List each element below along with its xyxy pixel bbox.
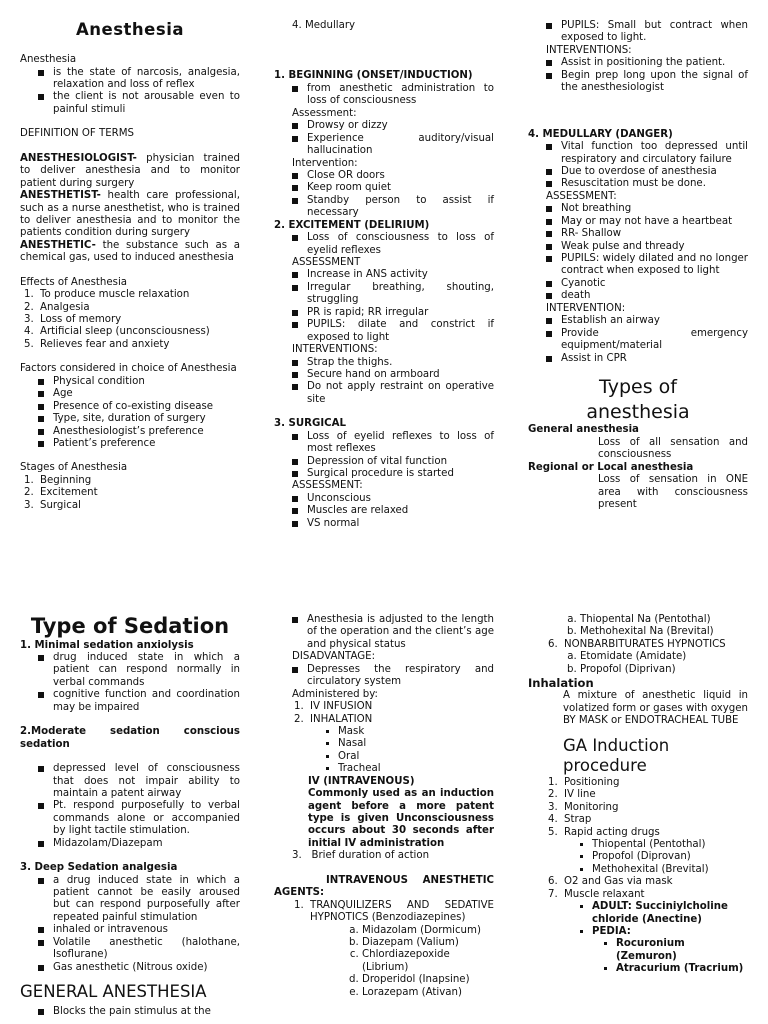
list-item: Tracheal xyxy=(326,763,494,775)
inhalation-route: BY MASK or ENDOTRACHEAL TUBE xyxy=(563,715,739,727)
agents-heading: INTRAVENOUS ANESTHETIC AGENTS: xyxy=(274,874,494,899)
def-anesthetist: ANESTHETIST- health care professional, such as a nurse anesthetist, who is trained to deliver anesthesia and to monitor the patients condition during surgery xyxy=(20,190,240,239)
types-title: Types of anesthesia xyxy=(586,375,690,423)
column-3 xyxy=(528,20,748,511)
list-item: Type, site, duration of surgery xyxy=(38,413,240,425)
list-item: Physical condition xyxy=(38,376,240,388)
intervention-label: Intervention: xyxy=(292,157,358,169)
assessment-label: ASSESSMENT: xyxy=(546,190,617,202)
assessment-list xyxy=(274,493,494,530)
list-item: c. Chlordiazepoxide (Librium) xyxy=(362,949,494,974)
list-item: Vital function too depressed until respiratory and circulatory failure xyxy=(546,141,748,166)
deep-list xyxy=(20,875,240,975)
deep-heading: 3. Deep Sedation analgesia xyxy=(20,862,178,874)
list-item: Gas anesthetic (Nitrous oxide) xyxy=(38,962,240,974)
list-item: PUPILS: dilate and constrict if exposed to light xyxy=(292,319,494,344)
list-item: Drowsy or dizzy xyxy=(292,120,494,132)
effects-heading: Effects of Anesthesia xyxy=(20,276,128,288)
list-item: PUPILS: widely dilated and no longer contract when exposed to light xyxy=(546,253,748,278)
list-item: 7. Muscle relaxant xyxy=(561,889,748,901)
list-item: 1. TRANQUILIZERS AND SEDATIVE HYPNOTICS (Benzodiazepines) xyxy=(307,900,494,925)
assessment-label: ASSESSMENT: xyxy=(292,480,363,492)
pedia-list xyxy=(528,938,748,975)
list-item: Patient’s preference xyxy=(38,438,240,450)
list-item: VS normal xyxy=(292,518,494,530)
assessment-label: Assessment: xyxy=(292,107,357,119)
list-item: 1. Beginning xyxy=(37,475,240,487)
list-item: d. Droperidol (Inapsine) xyxy=(362,974,494,986)
iv-heading: IV (INTRAVENOUS) xyxy=(308,775,415,787)
list-item: Unconscious xyxy=(292,493,494,505)
list-item: 2. INHALATION xyxy=(307,714,494,726)
list-item: a. Etomidate (Amidate) xyxy=(580,651,748,663)
list-item: inhaled or intravenous xyxy=(38,924,240,936)
list-item: PUPILS: Small but contract when exposed to light. xyxy=(546,20,748,45)
list-item: 5. Rapid acting drugs xyxy=(561,827,748,839)
intervention-label: INTERVENTION: xyxy=(546,302,626,314)
moderate-heading: 2.Moderate sedation conscious sedation xyxy=(20,726,240,750)
administered-label: Administered by: xyxy=(292,688,378,700)
inhalation-text: A mixture of anesthetic liquid in volatized form or gases with oxygen xyxy=(563,690,748,714)
intervention-list xyxy=(528,315,748,365)
stages-heading: Stages of Anesthesia xyxy=(20,462,128,474)
list-item: Loss of eyelid reflexes to loss of most reflexes xyxy=(292,431,494,456)
list-item: 1. Positioning xyxy=(561,777,748,789)
list-item: drug induced state in which a patient can respond normally in verbal commands xyxy=(38,652,240,689)
list-item: Provide emergency equipment/material xyxy=(546,328,748,353)
list-item: 1. To produce muscle relaxation xyxy=(37,289,240,301)
list-item: b. Methohexital Na (Brevital) xyxy=(580,626,748,638)
list-item: Blocks the pain stimulus at the xyxy=(38,1006,240,1018)
list-item: Depresses the respiratory and circulatory system xyxy=(292,664,494,689)
ga-list xyxy=(20,1006,240,1018)
list-item: a. Thiopental Na (Pentothal) xyxy=(580,614,748,626)
regional-anesthesia-label: Regional or Local anesthesia xyxy=(528,461,694,473)
sedation-title: Type of Sedation xyxy=(30,614,230,638)
column-6 xyxy=(528,614,748,976)
list-item: Standby person to assist if necessary xyxy=(292,195,494,220)
list-item: 6. O2 and Gas via mask xyxy=(561,876,748,888)
benzodiazepine-list xyxy=(274,925,494,1000)
list-item: Loss of consciousness to loss of eyelid reflexes xyxy=(292,232,494,257)
assessment-label: ASSESSMENT xyxy=(292,257,361,268)
list-item: 4. Strap xyxy=(561,814,748,826)
general-anesthesia-label: General anesthesia xyxy=(528,424,639,436)
list-item: 3. Surgical xyxy=(37,500,240,512)
assessment-list xyxy=(528,203,748,303)
pupils-list xyxy=(528,20,748,45)
disadvantage-label: DISADVANTAGE: xyxy=(292,651,376,663)
list-item: Increase in ANS activity xyxy=(292,269,494,281)
list-item: Mask xyxy=(326,726,494,738)
list-item: is the state of narcosis, analgesia, relaxation and loss of reflex xyxy=(38,67,240,92)
beginning-list xyxy=(274,83,494,108)
beginning-heading: 1. BEGINNING (ONSET/INDUCTION) xyxy=(274,70,473,82)
list-item: 5. Relieves fear and anxiety xyxy=(37,339,240,351)
assessment-list xyxy=(274,120,494,157)
disadvantage-list xyxy=(274,664,494,689)
list-item: Weak pulse and thready xyxy=(546,241,748,253)
nonbarbiturate-heading xyxy=(528,639,748,651)
brief-duration: 3. Brief duration of action xyxy=(292,850,430,862)
medullary-list xyxy=(528,141,748,191)
list-item: Pt. respond purposefully to verbal commands alone or accompanied by light tactile stimulation. xyxy=(38,800,240,837)
def-anesthetic: ANESTHETIC- the substance such as a chemical gas, used to induced anesthesia xyxy=(20,239,240,264)
ga-induction-title: GA Induction procedure xyxy=(563,735,670,776)
list-item: Atracurium (Tracrium) xyxy=(604,963,748,975)
list-item: Thiopental (Pentothal) xyxy=(580,839,748,851)
list-item: ADULT: Succiniylcholine chloride (Anectine) xyxy=(580,901,748,926)
list-item: 2. Excitement xyxy=(37,487,240,499)
list-item: Muscles are relaxed xyxy=(292,505,494,517)
barbiturate-list xyxy=(528,614,748,639)
list-item: Nasal xyxy=(326,738,494,750)
list-item: Begin prep long upon the signal of the anesthesiologist xyxy=(546,70,748,95)
list-item: Irregular breathing, shouting, struggling xyxy=(292,282,494,307)
list-item: PR is rapid; RR irregular xyxy=(292,307,494,319)
assessment-list xyxy=(274,269,494,344)
list-item: 1. IV INFUSION xyxy=(307,701,494,713)
list-item: Rocuronium (Zemuron) xyxy=(604,938,748,963)
adjust-list xyxy=(274,614,494,651)
list-item: Propofol (Diprovan) xyxy=(580,851,748,863)
list-item: Age xyxy=(38,388,240,400)
list-item: the client is not arousable even to painful stimuli xyxy=(38,91,240,116)
list-item: RR- Shallow xyxy=(546,228,748,240)
anesthesia-list xyxy=(20,67,240,117)
factors-list xyxy=(20,376,240,451)
def-anesthesiologist: ANESTHESIOLOGIST- physician trained to deliver anesthesia and to monitor patient during surgery xyxy=(20,152,240,189)
list-item: Anesthesia is adjusted to the length of the operation and the client’s age and physical status xyxy=(292,614,494,651)
interventions-label: INTERVENTIONS: xyxy=(292,344,378,356)
general-anesthesia-text: Loss of all sensation and consciousness xyxy=(598,436,748,461)
list-item: Experience auditory/visual hallucination xyxy=(292,133,494,158)
definition-heading: DEFINITION OF TERMS xyxy=(20,128,134,140)
medullary-item: 4. Medullary xyxy=(292,20,356,31)
general-anesthesia-title: GENERAL ANESTHESIA xyxy=(20,982,207,1002)
list-item: 3. Loss of memory xyxy=(37,314,240,326)
list-item: a drug induced state in which a patient cannot be easily aroused but can respond purposefully after repeated painful stimulation xyxy=(38,875,240,925)
list-item: death xyxy=(546,290,748,302)
induction-steps xyxy=(528,777,748,839)
surgical-list xyxy=(274,431,494,481)
interventions-label: INTERVENTIONS: xyxy=(546,44,632,56)
list-item: cognitive function and coordination may be impaired xyxy=(38,689,240,714)
list-item: Anesthesiologist’s preference xyxy=(38,426,240,438)
column-1 xyxy=(20,20,240,512)
list-item: PEDIA: xyxy=(580,926,748,938)
list-item: Cyanotic xyxy=(546,278,748,290)
list-item: Close OR doors xyxy=(292,170,494,182)
excitement-list xyxy=(274,232,494,257)
list-item: a. Midazolam (Dormicum) xyxy=(362,925,494,937)
moderate-list xyxy=(20,763,240,850)
rapid-drugs-list xyxy=(528,839,748,876)
list-item: Establish an airway xyxy=(546,315,748,327)
inhalation-heading: Inhalation xyxy=(528,676,594,691)
list-item: Oral xyxy=(326,751,494,763)
list-item: 3. Monitoring xyxy=(561,802,748,814)
list-item: Presence of co-existing disease xyxy=(38,401,240,413)
agents-list xyxy=(274,900,494,925)
list-item: Secure hand on armboard xyxy=(292,369,494,381)
list-item: Surgical procedure is started xyxy=(292,468,494,480)
list-item: Strap the thighs. xyxy=(292,357,494,369)
list-item: 2. IV line xyxy=(561,789,748,801)
excitement-heading: 2. EXCITEMENT (DELIRIUM) xyxy=(274,219,430,231)
interventions-list xyxy=(274,357,494,407)
list-item: from anesthetic administration to loss of consciousness xyxy=(292,83,494,108)
stages-list xyxy=(20,475,240,512)
list-item: b. Diazepam (Valium) xyxy=(362,937,494,949)
list-item: Depression of vital function xyxy=(292,456,494,468)
page-title: Anesthesia xyxy=(76,20,184,39)
regional-anesthesia-text: Loss of sensation in ONE area with consciousness present xyxy=(598,474,748,510)
column-2 xyxy=(274,20,494,530)
list-item: 6. NONBARBITURATES HYPNOTICS xyxy=(561,639,748,651)
intervention-list xyxy=(274,170,494,220)
list-item: Do not apply restraint on operative site xyxy=(292,381,494,406)
list-item: Due to overdose of anesthesia xyxy=(546,166,748,178)
interventions-list xyxy=(528,57,748,94)
effects-list xyxy=(20,289,240,351)
column-5 xyxy=(274,614,494,999)
list-item: Assist in CPR xyxy=(546,353,748,365)
list-item: Volatile anesthetic (halothane, Isoflurane) xyxy=(38,937,240,962)
list-item: Keep room quiet xyxy=(292,182,494,194)
induction-steps-cont xyxy=(528,876,748,901)
list-item: b. Propofol (Diprivan) xyxy=(580,664,748,676)
surgical-heading: 3. SURGICAL xyxy=(274,418,346,430)
anesthesia-label: Anesthesia xyxy=(20,54,77,66)
list-item: depressed level of consciousness that does not impair ability to maintain a patent airway xyxy=(38,763,240,800)
list-item: May or may not have a heartbeat xyxy=(546,216,748,228)
inhalation-list xyxy=(274,726,494,776)
administered-list xyxy=(274,701,494,726)
list-item: 2. Analgesia xyxy=(37,302,240,314)
list-item: Resuscitation must be done. xyxy=(546,178,748,190)
list-item: e. Lorazepam (Ativan) xyxy=(362,987,494,999)
list-item: Assist in positioning the patient. xyxy=(546,57,748,69)
factors-heading: Factors considered in choice of Anesthesia xyxy=(20,363,237,375)
list-item: Midazolam/Diazepam xyxy=(38,838,240,850)
list-item: Methohexital (Brevital) xyxy=(580,864,748,876)
list-item: Not breathing xyxy=(546,203,748,215)
minimal-heading: 1. Minimal sedation anxiolysis xyxy=(20,639,194,651)
nonbarbiturate-list xyxy=(528,651,748,676)
medullary-heading: 4. MEDULLARY (DANGER) xyxy=(528,128,673,140)
list-item: 4. Artificial sleep (unconsciousness) xyxy=(37,326,240,338)
iv-text: Commonly used as an induction agent before a more patent type is given Unconsciousness occurs about 30 seconds after initial IV administration xyxy=(308,788,494,849)
column-4 xyxy=(20,614,240,1019)
minimal-list xyxy=(20,652,240,714)
muscle-relaxant-list xyxy=(528,901,748,938)
